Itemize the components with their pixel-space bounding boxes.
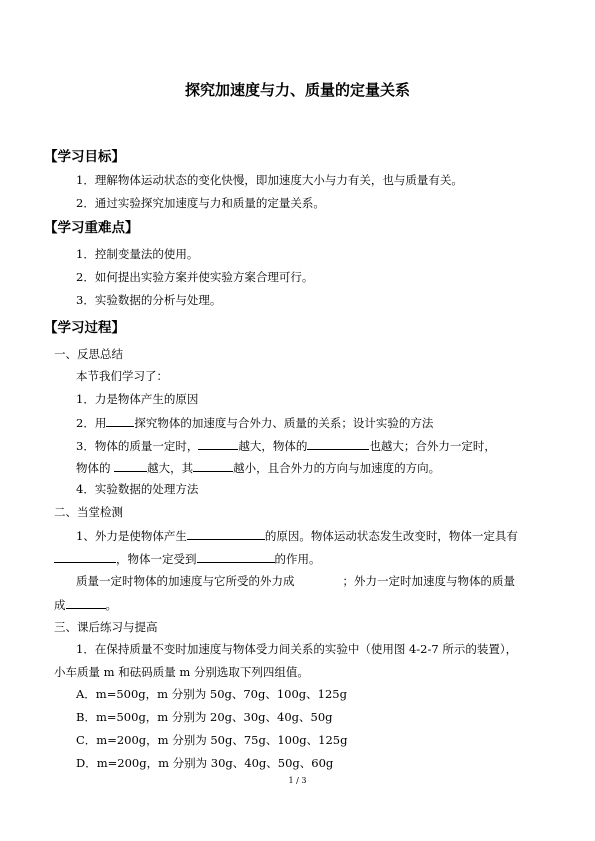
list-item: 4．实验数据的处理方法	[76, 482, 199, 496]
text-segment: 。	[105, 598, 117, 612]
section-heading-process: 【学习过程】	[44, 320, 125, 336]
text-segment: 探究物体的加速度与合外力、质量的关系；设计实验的方法	[134, 416, 434, 430]
text-segment: 质量一定时物体的加速度与它所受的外力成	[76, 574, 295, 588]
list-item: 1．力是物体产生的原因	[76, 392, 199, 406]
fill-in-line	[76, 414, 433, 431]
section-heading-goals: 【学习目标】	[44, 149, 125, 165]
answer-blank[interactable]	[197, 550, 275, 563]
fill-in-line	[76, 527, 518, 544]
text-segment: 的作用。	[274, 552, 321, 566]
text-segment: 也越大；合外力一定时，	[369, 439, 496, 453]
answer-blank[interactable]	[198, 437, 238, 450]
text-segment: 3．物体的质量一定时，	[76, 439, 199, 453]
goal-item: 2．通过实验探究加速度与力和质量的定量关系。	[76, 196, 325, 210]
text-segment: ；外力一定时加速度与物体的质量	[342, 574, 515, 588]
answer-option[interactable]: D．m=200g，m 分别为 30g、40g、50g、60g	[76, 756, 334, 770]
page-title: 探究加速度与力、质量的定量关系	[184, 81, 410, 99]
text-segment: ，物体一定受到	[116, 552, 197, 566]
goal-item: 1．理解物体运动状态的变化快慢，即加速度大小与力有关，也与质量有关。	[76, 173, 463, 187]
key-point-item: 2．如何提出实验方案并使实验方案合理可行。	[76, 270, 314, 284]
fill-in-line	[76, 573, 515, 589]
answer-blank[interactable]	[106, 414, 134, 427]
answer-blank[interactable]	[114, 459, 147, 472]
fill-in-line	[54, 550, 321, 567]
key-point-item: 1．控制变量法的使用。	[76, 247, 199, 261]
part-heading: 三、课后练习与提高	[54, 620, 158, 634]
answer-blank[interactable]	[193, 459, 233, 472]
text-segment: 物体的	[76, 461, 115, 475]
paragraph: 本节我们学习了：	[76, 369, 168, 383]
part-heading: 二、当堂检测	[54, 505, 123, 519]
answer-blank[interactable]	[307, 437, 369, 450]
fill-in-line	[76, 459, 440, 476]
text-segment: 2．用	[76, 416, 107, 430]
answer-option[interactable]: C．m=200g，m 分别为 50g、75g、100g、125g	[76, 733, 348, 747]
text-segment: 越小，且合外力的方向与加速度的方向。	[233, 461, 441, 475]
answer-blank[interactable]	[187, 527, 265, 540]
fill-in-line	[54, 596, 117, 613]
key-point-item: 3．实验数据的分析与处理。	[76, 293, 222, 307]
section-heading-key-points: 【学习重难点】	[44, 220, 139, 236]
question-text: 1．在保持质量不变时加速度与物体受力间关系的实验中（使用图 4-2-7 所示的装置），	[76, 642, 518, 656]
answer-blank[interactable]	[66, 596, 106, 609]
answer-blank[interactable]	[54, 550, 116, 563]
fill-in-line	[76, 437, 496, 454]
text-segment: 越大，物体的	[238, 439, 308, 453]
text-segment: 成	[54, 598, 66, 612]
question-text: 小车质量 m 和砝码质量 m 分别选取下列四组值。	[54, 665, 309, 679]
answer-option[interactable]: A．m=500g，m 分别为 50g、70g、100g、125g	[76, 687, 347, 701]
text-segment: 越大，其	[147, 461, 194, 475]
text-segment: 1、外力是使物体产生	[76, 529, 187, 543]
answer-option[interactable]: B．m=500g，m 分别为 20g、30g、40g、50g	[76, 710, 333, 724]
page-number: 1 / 3	[288, 776, 307, 785]
text-segment: 的原因。物体运动状态发生改变时，物体一定具有	[264, 529, 518, 543]
part-heading: 一、反思总结	[54, 347, 123, 361]
